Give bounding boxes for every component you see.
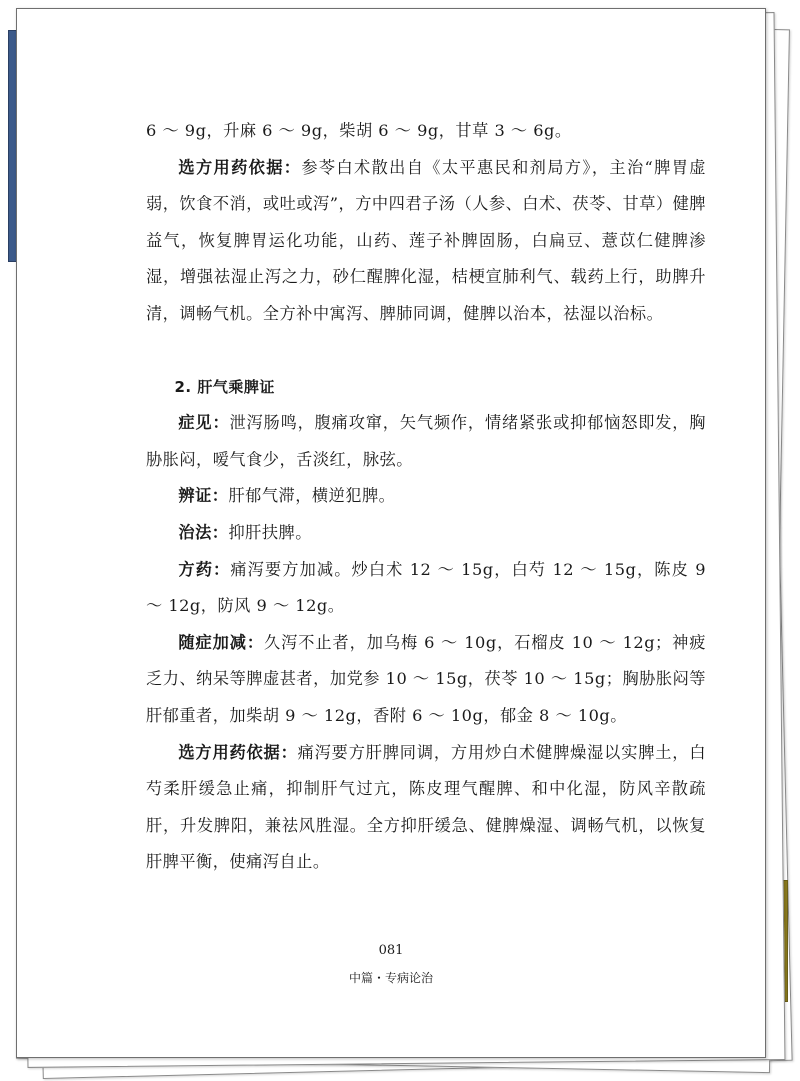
intro-line: 6 ～ 9g，升麻 6 ～ 9g，柴胡 6 ～ 9g，甘草 3 ～ 6g。 (146, 121, 572, 140)
treatment-label: 治法： (178, 522, 229, 542)
modification-text: 久泻不止者，加乌梅 6 ～ 10g，石榴皮 10 ～ 12g；神疲乏力、纳呆等脾虚甚者，加党参 10 ～ 15g，茯苓 10 ～ 15g；胸胁胀闷等肝郁重者，加柴胡 9 ～ 12g，香附 6 ～ 10g，郁金 8 ～ 10g。 (146, 632, 706, 725)
basis-label-1: 选方用药依据： (178, 157, 302, 177)
treatment-paragraph (146, 515, 706, 552)
basis-label-2: 选方用药依据： (178, 742, 298, 762)
prescription-label: 方药： (178, 559, 231, 579)
basis-paragraph-2 (146, 735, 706, 881)
modification-paragraph (146, 625, 706, 735)
prescription-text: 痛泻要方加减。炒白术 12 ～ 15g，白芍 12 ～ 15g，陈皮 9 ～ 12g，防风 9 ～ 12g。 (146, 559, 706, 616)
basis-text-1: 参苓白术散出自《太平惠民和剂局方》，主治“脾胃虚弱，饮食不消，或吐或泻”，方中四君子汤（人参、白术、茯苓、甘草）健脾益气，恢复脾胃运化功能，山药、莲子补脾固肠，白扁豆、薏苡仁健脾渗湿，增强祛湿止泻之力，砂仁醒脾化湿，桔梗宣肺利气、载药上行，助脾升清，调畅气机。全方补中寓泻、脾肺同调，健脾以治本，祛湿以治标。 (146, 157, 706, 323)
document-page (16, 8, 766, 1058)
basis-text-2: 痛泻要方肝脾同调，方用炒白术健脾燥湿以实脾土，白芍柔肝缓急止痛，抑制肝气过亢，陈皮理气醒脾、和中化湿，防风辛散疏肝，升发脾阳，兼祛风胜湿。全方抑肝缓急、健脾燥湿、调畅气机，以恢复肝脾平衡，使痛泻自止。 (146, 742, 707, 872)
symptoms-paragraph (146, 405, 706, 478)
differentiation-paragraph (146, 478, 706, 515)
differentiation-label: 辨证： (178, 486, 229, 506)
section-heading: 2. 肝气乘脾证 (174, 377, 275, 396)
modification-label: 随症加减： (178, 632, 264, 652)
running-footer: 中篇・专病论治 (348, 971, 433, 985)
treatment-text: 抑肝扶脾。 (228, 522, 312, 542)
symptoms-label: 症见： (178, 413, 230, 433)
differentiation-text: 肝郁气滞，横逆犯脾。 (228, 486, 396, 506)
symptoms-text: 泄泻肠鸣，腹痛攻窜，矢气频作，情绪紧张或抑郁恼怒即发，胸胁胀闷，嗳气食少，舌淡红，脉弦。 (146, 413, 706, 469)
prescription-paragraph (146, 552, 706, 625)
basis-paragraph-1 (146, 150, 706, 333)
page-number: 081 (378, 943, 404, 958)
page-body (146, 113, 706, 881)
